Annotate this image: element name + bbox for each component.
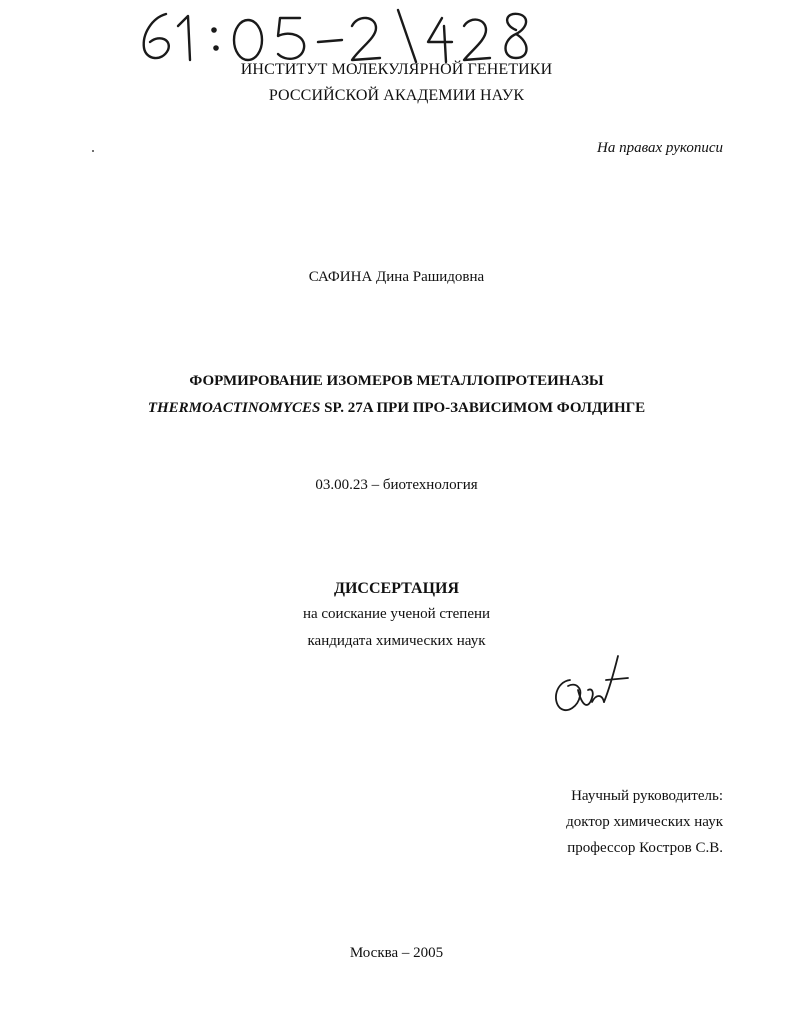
author-given-names: Дина Рашидовна (376, 269, 485, 285)
institute-name-line-1: ИНСТИТУТ МОЛЕКУЛЯРНОЙ ГЕНЕТИКИ (240, 61, 553, 78)
advisor-label: Научный руководитель: (571, 788, 723, 804)
handwritten-signature (548, 650, 634, 720)
document-type-heading: ДИССЕРТАЦИЯ (333, 580, 460, 597)
specialty-code: 03.00.23 – биотехнология (315, 477, 478, 493)
thesis-title-line-2-rest: SP. 27A ПРИ ПРО-ЗАВИСИМОМ ФОЛДИНГЕ (320, 400, 646, 416)
author-name (0, 269, 793, 286)
author-surname: САФИНА (308, 269, 373, 285)
rights-notice: На правах рукописи (597, 140, 723, 156)
advisor-degree: доктор химических наук (566, 814, 723, 830)
thesis-title-line-2 (0, 400, 793, 417)
handwritten-archive-code (130, 4, 540, 66)
institute-name-line-2: РОССИЙСКОЙ АКАДЕМИИ НАУК (268, 87, 525, 104)
degree-line-2: кандидата химических наук (307, 633, 486, 649)
degree-line-1: на соискание ученой степени (302, 606, 491, 622)
scan-speck (92, 150, 94, 152)
city-year: Москва – 2005 (349, 945, 444, 961)
thesis-title-line-1: ФОРМИРОВАНИЕ ИЗОМЕРОВ МЕТАЛЛОПРОТЕИНАЗЫ (189, 373, 604, 389)
advisor-name: профессор Костров С.В. (567, 840, 723, 856)
thesis-title-organism: THERMOACTINOMYCES (147, 400, 321, 416)
